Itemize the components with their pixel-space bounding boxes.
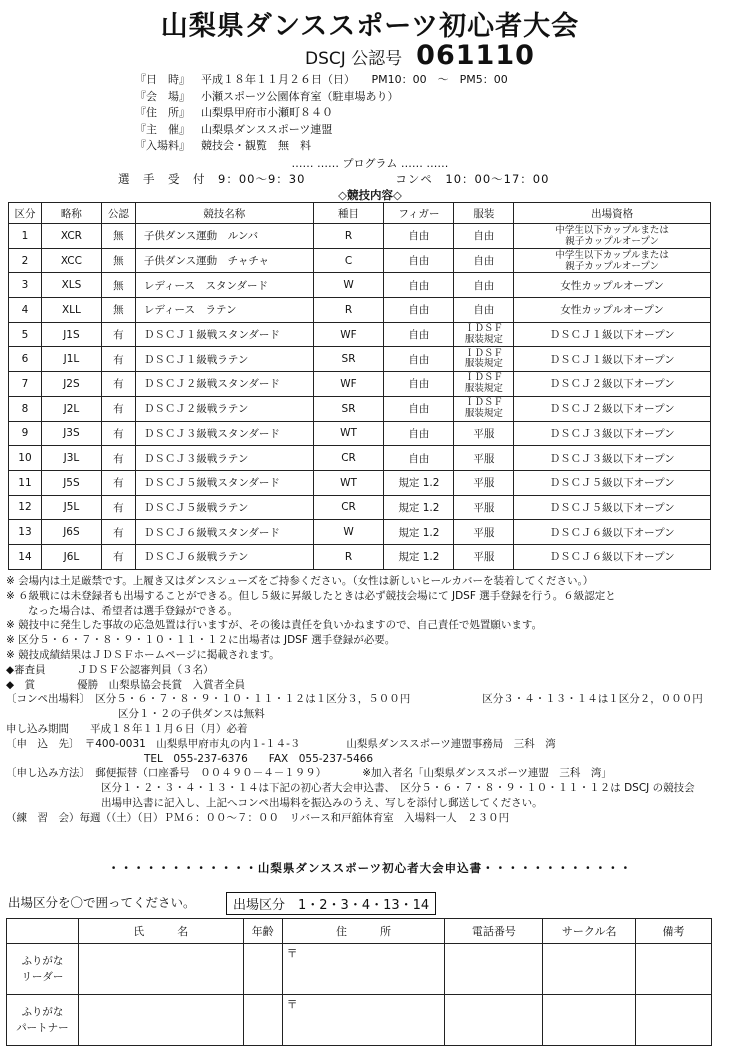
partner-row — [7, 995, 712, 1046]
cell-certified: 有 — [101, 421, 135, 446]
table-row — [9, 495, 711, 520]
cell-event-name: ＤＳＣＪ１級戦スタンダード — [135, 322, 313, 347]
leader-row — [7, 944, 712, 995]
cell-certified: 有 — [101, 322, 135, 347]
cell-division: 1 — [9, 224, 42, 249]
cell-dress: ＩＤＳＦ 服装規定 — [454, 347, 514, 372]
cell-event-name: 子供ダンス運動 チャチャ — [135, 248, 313, 273]
cell-eligibility: ＤＳＣＪ３級以下オープン — [514, 421, 711, 446]
header-dress: 服装 — [454, 203, 514, 224]
cell-eligibility: ＤＳＣＪ２級以下オープン — [514, 372, 711, 397]
partner-circle-field[interactable] — [543, 995, 636, 1046]
event-info — [135, 72, 508, 155]
cell-division: 2 — [9, 248, 42, 273]
method-detail-a: 区分１・２・３・４・１３・１４は下記の初心者大会申込書、 区分５・６・７・８・９・１０・１１・１２は DSCJ の競技会 — [101, 782, 695, 795]
document-title: 山梨県ダンススポーツ初心者大会 — [160, 11, 580, 42]
cell-certified: 有 — [101, 495, 135, 520]
division-instruction: 出場区分を〇で囲ってください。 — [8, 895, 196, 910]
cell-dress: 平服 — [454, 421, 514, 446]
leader-phone-field[interactable] — [445, 944, 543, 995]
address-line: 〔申 込 先〕 〒400-0031 山梨県甲府市丸の内１-１４-３ 山梨県ダンススポーツ連盟事務局 三科 湾 — [6, 737, 556, 750]
judges-line: ◆審査員 ＪＤＳＦ公認審判員（３名） — [6, 663, 214, 676]
cell-division: 12 — [9, 495, 42, 520]
cell-division: 9 — [9, 421, 42, 446]
cell-abbr: XLS — [41, 273, 101, 298]
fee-children: 区分１・２の子供ダンスは無料 — [118, 708, 265, 721]
cell-dress: 平服 — [454, 544, 514, 569]
app-header-phone: 電話番号 — [445, 919, 543, 944]
cell-event-name: ＤＳＣＪ１級戦ラテン — [135, 347, 313, 372]
cell-division: 3 — [9, 273, 42, 298]
cell-dance-type: WF — [313, 322, 384, 347]
info-venue: 『会 場』 小瀬スポーツ公園体育室（駐車場あり） — [135, 89, 399, 103]
player-reception: 選 手 受 付 9：00～9：30 — [118, 172, 306, 186]
cell-dance-type: CR — [313, 446, 384, 471]
cell-certified: 無 — [101, 273, 135, 298]
note-jdsf-required: ※ 区分５・６・７・８・９・１０・１１・１２に出場者は JDSF 選手登録が必要。 — [6, 634, 396, 647]
partner-name-field[interactable] — [78, 995, 243, 1046]
table-row — [9, 446, 711, 471]
dscj-number: 061110 — [416, 40, 535, 71]
practice-line: （練 習 会）毎週（（土）（日）ＰＭ６：００～７：００ リバース和戸舘体育室 入場料一人 ２３０円 — [6, 811, 510, 824]
header-abbr: 略称 — [41, 203, 101, 224]
cell-event-name: ＤＳＣＪ６級戦ラテン — [135, 544, 313, 569]
cell-certified: 無 — [101, 248, 135, 273]
table-row — [9, 298, 711, 323]
cell-certified: 無 — [101, 224, 135, 249]
cell-figure: 自由 — [384, 224, 454, 249]
header-event-name: 競技名称 — [135, 203, 313, 224]
cell-certified: 有 — [101, 470, 135, 495]
cell-certified: 有 — [101, 544, 135, 569]
cell-dance-type: R — [313, 298, 384, 323]
cell-abbr: XLL — [41, 298, 101, 323]
note-results: ※ 競技成績結果はＪＤＳＦホームページに掲載されます。 — [6, 648, 280, 661]
table-row — [9, 322, 711, 347]
cell-abbr: XCC — [41, 248, 101, 273]
cell-dance-type: C — [313, 248, 384, 273]
cell-dance-type: WF — [313, 372, 384, 397]
note-registration-b: なった場合は、希望者は選手登録ができる。 — [28, 604, 238, 617]
cell-dance-type: W — [313, 520, 384, 545]
cell-figure: 自由 — [384, 322, 454, 347]
cell-figure: 規定 1.2 — [384, 520, 454, 545]
cell-event-name: 子供ダンス運動 ルンバ — [135, 224, 313, 249]
method-detail-b: 出場申込書に記入し、上記へコンペ出場料を振込みのうえ、写しを添付し郵送してください。 — [101, 796, 543, 809]
cell-division: 14 — [9, 544, 42, 569]
app-header-name: 氏 名 — [78, 919, 243, 944]
contents-heading: ◇競技内容◇ — [338, 188, 402, 202]
info-admission: 『入場料』 競技会・観覧 無 料 — [135, 139, 311, 152]
table-row — [9, 372, 711, 397]
cell-dance-type: WT — [313, 470, 384, 495]
cell-figure: 自由 — [384, 446, 454, 471]
cell-event-name: ＤＳＣＪ２級戦ラテン — [135, 396, 313, 421]
cell-figure: 自由 — [384, 421, 454, 446]
cell-figure: 自由 — [384, 273, 454, 298]
cell-certified: 有 — [101, 372, 135, 397]
cell-division: 10 — [9, 446, 42, 471]
table-row — [9, 520, 711, 545]
table-row — [9, 396, 711, 421]
fee-line: 〔コンペ出場料〕 区分５・６・７・８・９・１０・１１・１２は１区分３，５００円 区分３・４・１３・１４は１区分２，０００円 — [6, 693, 703, 706]
method-line: 〔申し込み方法〕 郵便振替（口座番号 ００４９０－４－１９９） ※加入者名「山梨県ダンススポーツ連盟 三科 湾」 — [6, 767, 612, 780]
cell-certified: 無 — [101, 298, 135, 323]
cell-dance-type: W — [313, 273, 384, 298]
cell-abbr: XCR — [41, 224, 101, 249]
cell-eligibility: ＤＳＣＪ３級以下オープン — [514, 446, 711, 471]
program-table — [8, 202, 711, 570]
cell-dress: 平服 — [454, 446, 514, 471]
cell-division: 8 — [9, 396, 42, 421]
info-organizer: 『主 催』 山梨県ダンススポーツ連盟 — [135, 122, 333, 136]
leader-circle-field[interactable] — [543, 944, 636, 995]
reception-times — [118, 171, 549, 187]
cell-dance-type: WT — [313, 421, 384, 446]
cell-figure: 規定 1.2 — [384, 544, 454, 569]
cell-eligibility: ＤＳＣＪ１級以下オープン — [514, 322, 711, 347]
cell-figure: 規定 1.2 — [384, 470, 454, 495]
postal-mark: 〒 — [286, 998, 298, 1011]
table-row — [9, 544, 711, 569]
division-selection-box[interactable]: 出場区分 1・2・3・4・13・14 — [226, 892, 436, 915]
cell-eligibility: 女性カップルオープン — [514, 273, 711, 298]
cell-event-name: ＤＳＣＪ３級戦スタンダード — [135, 421, 313, 446]
partner-age-field[interactable] — [243, 995, 282, 1046]
table-row — [9, 347, 711, 372]
cell-certified: 有 — [101, 396, 135, 421]
cell-event-name: レディース ラテン — [135, 298, 313, 323]
app-header-role — [7, 919, 79, 944]
cell-dress: 自由 — [454, 224, 514, 249]
cell-eligibility: ＤＳＣＪ６級以下オープン — [514, 544, 711, 569]
cell-eligibility: ＤＳＣＪ５級以下オープン — [514, 495, 711, 520]
application-heading: ・・・・・・・・・・・・山梨県ダンススポーツ初心者大会申込書・・・・・・・・・・・・ — [107, 861, 633, 875]
cell-eligibility: 中学生以下カップルまたは 親子カップルオープン — [514, 248, 711, 273]
cell-abbr: J5S — [41, 470, 101, 495]
table-header-row — [9, 203, 711, 224]
cell-dress: ＩＤＳＦ 服装規定 — [454, 372, 514, 397]
app-header-age: 年齢 — [243, 919, 282, 944]
application-table — [6, 918, 712, 1046]
leader-label: ふりがな リーダー — [7, 944, 79, 995]
cell-abbr: J1S — [41, 322, 101, 347]
cell-abbr: J6L — [41, 544, 101, 569]
application-header-row — [7, 919, 712, 944]
header-figure: フィガー — [384, 203, 454, 224]
cell-division: 4 — [9, 298, 42, 323]
table-row — [9, 421, 711, 446]
leader-name-field[interactable] — [78, 944, 243, 995]
cell-eligibility: ＤＳＣＪ１級以下オープン — [514, 347, 711, 372]
app-header-remarks: 備考 — [636, 919, 712, 944]
cell-event-name: ＤＳＣＪ３級戦ラテン — [135, 446, 313, 471]
cell-event-name: ＤＳＣＪ６級戦スタンダード — [135, 520, 313, 545]
cell-dance-type: SR — [313, 396, 384, 421]
cell-eligibility: 女性カップルオープン — [514, 298, 711, 323]
info-date: 『日 時』 平成１８年１１月２６日（日） PM10：00 ～ PM5：00 — [135, 73, 508, 86]
cell-dress: 平服 — [454, 470, 514, 495]
cell-figure: 自由 — [384, 248, 454, 273]
cell-dress: ＩＤＳＦ 服装規定 — [454, 396, 514, 421]
dscj-label: DSCJ 公認号 — [305, 49, 403, 69]
cell-figure: 自由 — [384, 372, 454, 397]
app-header-circle: サークル名 — [543, 919, 636, 944]
cell-eligibility: ＤＳＣＪ５級以下オープン — [514, 470, 711, 495]
cell-eligibility: ＤＳＣＪ２級以下オープン — [514, 396, 711, 421]
header-certified: 公認 — [101, 203, 135, 224]
cell-figure: 自由 — [384, 347, 454, 372]
cell-abbr: J2L — [41, 396, 101, 421]
cell-dance-type: R — [313, 544, 384, 569]
cell-division: 11 — [9, 470, 42, 495]
cell-eligibility: 中学生以下カップルまたは 親子カップルオープン — [514, 224, 711, 249]
table-row — [9, 224, 711, 249]
cell-certified: 有 — [101, 347, 135, 372]
partner-label: ふりがな パートナー — [7, 995, 79, 1046]
program-heading: …… …… プログラム …… …… — [291, 157, 449, 170]
leader-address-field[interactable] — [282, 944, 445, 995]
header-dance-type: 種目 — [313, 203, 384, 224]
leader-remarks-field[interactable] — [636, 944, 712, 995]
note-accident: ※ 競技中に発生した事故の応急処置は行いますが、その後は責任を負いかねますので、自己責任で処置願います。 — [6, 619, 543, 632]
partner-phone-field[interactable] — [445, 995, 543, 1046]
cell-division: 5 — [9, 322, 42, 347]
cell-figure: 自由 — [384, 396, 454, 421]
cell-abbr: J2S — [41, 372, 101, 397]
notes-section — [6, 574, 736, 826]
deadline-line: 申し込み期間 平成１８年１１月６日（月）必着 — [6, 722, 248, 735]
cell-abbr: J5L — [41, 495, 101, 520]
convention-time: コンペ 10：00～17：00 — [395, 172, 550, 186]
award-line: ◆ 賞 優勝 山梨県協会長賞 入賞者全員 — [6, 678, 246, 691]
partner-remarks-field[interactable] — [636, 995, 712, 1046]
cell-event-name: ＤＳＣＪ５級戦スタンダード — [135, 470, 313, 495]
cell-abbr: J3L — [41, 446, 101, 471]
header-division: 区分 — [9, 203, 42, 224]
note-registration-a: ※ ６級戦には未登録者も出場することができる。但し５級に昇級したときは必ず競技会場にて JDSF 選手登録を行う。６級認定と — [6, 589, 616, 602]
cell-event-name: ＤＳＣＪ５級戦ラテン — [135, 495, 313, 520]
leader-age-field[interactable] — [243, 944, 282, 995]
cell-dress: 自由 — [454, 248, 514, 273]
cell-abbr: J6S — [41, 520, 101, 545]
table-row — [9, 470, 711, 495]
cell-dance-type: CR — [313, 495, 384, 520]
header-eligibility: 出場資格 — [514, 203, 711, 224]
cell-abbr: J1L — [41, 347, 101, 372]
cell-dress: 平服 — [454, 495, 514, 520]
cell-figure: 自由 — [384, 298, 454, 323]
cell-eligibility: ＤＳＣＪ６級以下オープン — [514, 520, 711, 545]
partner-address-field[interactable] — [282, 995, 445, 1046]
cell-event-name: ＤＳＣＪ２級戦スタンダード — [135, 372, 313, 397]
cell-dress: 自由 — [454, 298, 514, 323]
note-footwear: ※ 会場内は土足厳禁です。上履き又はダンスシューズをご持参ください。（女性は新しいヒールカバーを装着してください。） — [6, 575, 594, 587]
app-header-address: 住 所 — [282, 919, 445, 944]
info-address: 『住 所』 山梨県甲府市小瀬町８４０ — [135, 106, 333, 119]
dscj-certification — [305, 40, 535, 71]
cell-event-name: レディース スタンダード — [135, 273, 313, 298]
cell-certified: 有 — [101, 520, 135, 545]
cell-certified: 有 — [101, 446, 135, 471]
cell-dance-type: SR — [313, 347, 384, 372]
cell-abbr: J3S — [41, 421, 101, 446]
table-row — [9, 248, 711, 273]
cell-division: 13 — [9, 520, 42, 545]
cell-figure: 規定 1.2 — [384, 495, 454, 520]
cell-dress: 自由 — [454, 273, 514, 298]
table-row — [9, 273, 711, 298]
cell-dress: 平服 — [454, 520, 514, 545]
cell-dance-type: R — [313, 224, 384, 249]
cell-division: 6 — [9, 347, 42, 372]
cell-division: 7 — [9, 372, 42, 397]
cell-dress: ＩＤＳＦ 服装規定 — [454, 322, 514, 347]
postal-mark: 〒 — [286, 947, 298, 960]
tel-fax-line: TEL 055-237-6376 FAX 055-237-5466 — [144, 752, 374, 765]
